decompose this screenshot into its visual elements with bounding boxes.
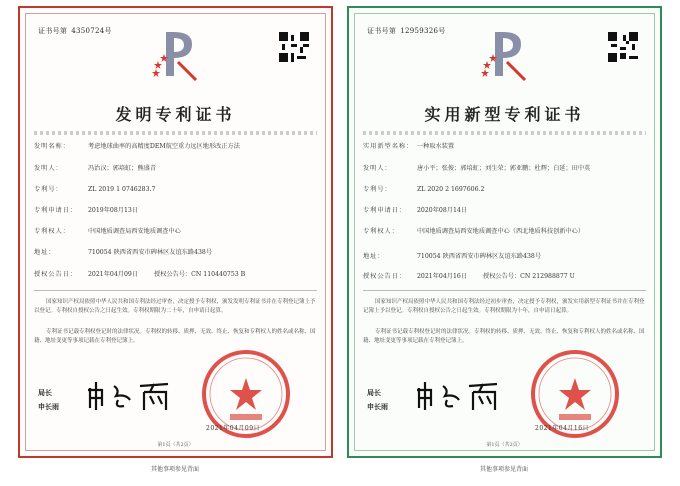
stamp-date: 2021年04月16日 (535, 425, 590, 432)
invention-patent-certificate (18, 6, 333, 458)
stamp-date: 2021年04月09日 (206, 425, 261, 432)
back-note-caption: 其他事项参见背面 (150, 466, 199, 473)
divider (363, 131, 646, 135)
divider (34, 131, 317, 135)
qr-code-icon (279, 32, 309, 62)
page-number: 第1页（共2页） (157, 442, 194, 448)
divider (34, 290, 317, 291)
field-grant-date: 授权公告日： 2021年04月16日 授权公告号：CN 212988877 U (363, 273, 575, 280)
field-address: 地址： 710054 陕西省西安市碑林区友谊东路438号 (34, 249, 213, 256)
cnipa-logo-icon (148, 24, 204, 84)
divider (363, 290, 646, 291)
certificate-body-paragraph: 专利证书记载专利权登记时的法律状况。专利权的转移、质押、无效、终止、恢复和专利权人的姓名或名称、国籍、地址变更等事项记载在专利登记簿上。 (363, 329, 645, 344)
utility-model-patent-certificate (347, 6, 662, 458)
certificate-title: 发明专利证书 (115, 105, 236, 124)
back-note-caption: 其他事项参见背面 (479, 466, 528, 473)
page-number: 第1页（共2页） (486, 442, 523, 448)
field-patentee: 专利权人： 中国地质调查局西安地质调查中心 (34, 228, 181, 235)
certificate-number: 证书号第 12959326号 (367, 27, 446, 35)
cnipa-logo-icon (477, 24, 533, 84)
director-label: 局长 (38, 388, 52, 397)
certificate-body-paragraph: 国家知识产权局依照中华人民共和国专利法经过初步审查，决定授予专利权，颁发实用新型专利证书并在专利登记簿上予以登记。专利权自授权公告之日起生效。专利权期限为十年，自申请日起算。 (363, 299, 645, 314)
qr-code-icon (608, 32, 638, 62)
field-inventors: 发明人： 唐小平；张俊；郭培虹；刘生荣；郭亚鹏；杜辉；白延；田中英 (363, 165, 591, 172)
field-application-date: 专利申请日： 2019年08月13日 (34, 207, 139, 214)
field-application-date: 专利申请日： 2020年08月14日 (363, 207, 468, 214)
field-utility-model-name: 实用新型名称： 一种取水装置 (363, 143, 455, 150)
field-patent-number: 专利号： ZL 2019 1 0746283.7 (34, 186, 156, 193)
field-inventors: 发明人： 冯治汉；郭培虹；熊盛青 (34, 165, 157, 172)
field-patent-number: 专利号： ZL 2020 2 1697606.2 (363, 186, 485, 193)
certificate-body-paragraph: 专利证书记载专利权登记时的法律状况。专利权的转移、质押、无效、终止、恢复和专利权人的姓名或名称、国籍、地址变更等事项记载在专利登记簿上。 (34, 329, 316, 344)
certificate-title: 实用新型专利证书 (424, 105, 585, 124)
field-address: 地址： 710054 陕西省西安市碑林区友谊东路438号 (363, 253, 542, 260)
certificate-number: 证书号第 4350724号 (38, 27, 112, 35)
field-invention-name: 发明名称： 考虑地球曲率的高精度DEM航空重力远区地形改正方法 (34, 143, 240, 150)
director-name: 申长雨 (38, 402, 59, 411)
field-patentee: 专利权人： 中国地质调查局西安地质调查中心（西北地质科技创新中心） (363, 228, 585, 235)
director-name: 申长雨 (367, 402, 388, 411)
signature-icon (84, 380, 194, 412)
certificate-body-paragraph: 国家知识产权局依照中华人民共和国专利法经过审查，决定授予专利权，颁发发明专利证书并在专利登记簿上予以登记。专利权自授权公告之日起生效。专利权期限为二十年，自申请日起算。 (34, 299, 316, 314)
field-grant-date: 授权公告日： 2021年04月09日 授权公告号：CN 110440753 B (34, 271, 246, 278)
director-label: 局长 (367, 388, 381, 397)
signature-icon (413, 380, 523, 412)
